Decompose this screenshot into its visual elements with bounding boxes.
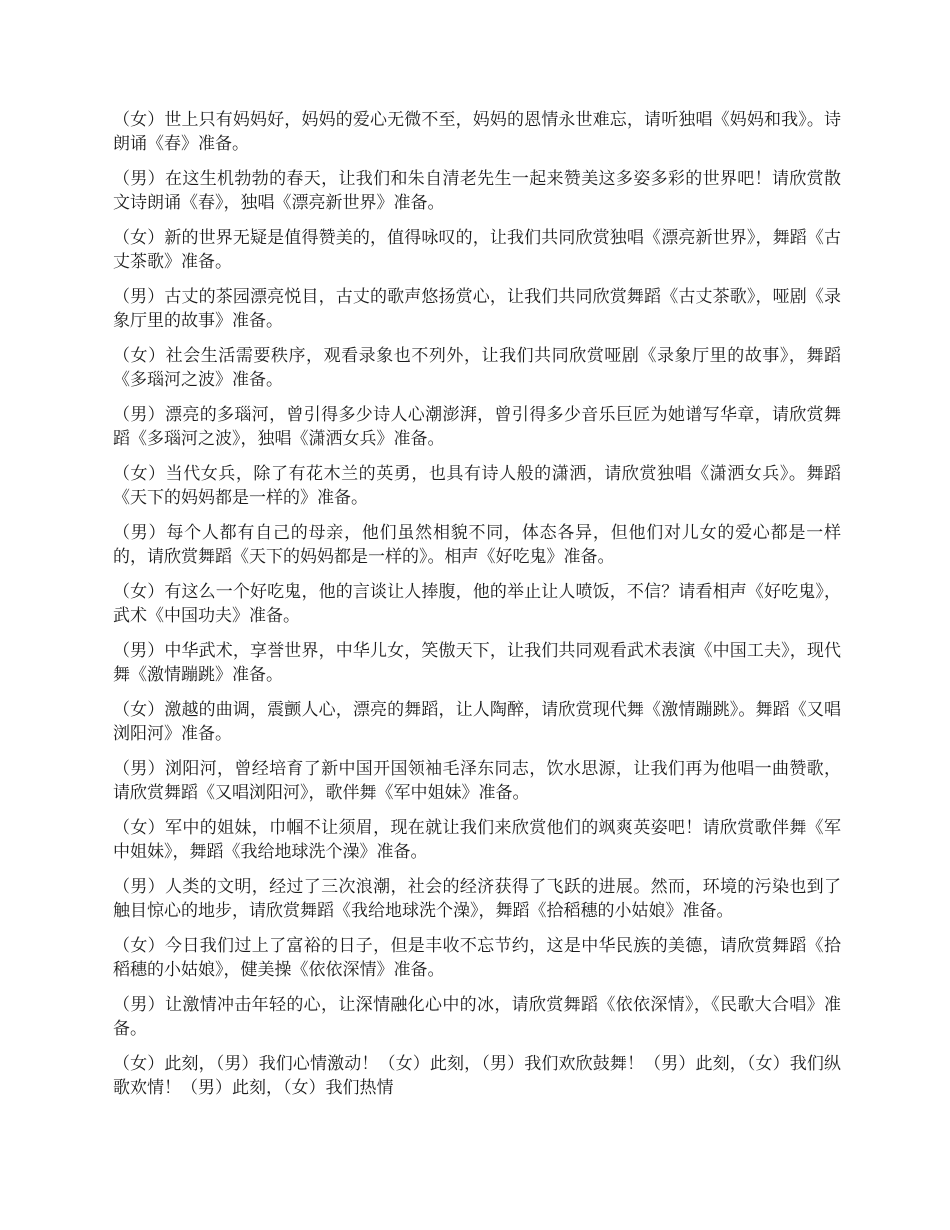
paragraph-6: （男）漂亮的多瑙河，曾引得多少诗人心潮澎湃，曾引得多少音乐巨匠为她谱写华章，请欣赏舞蹈《多瑙河之波》，独唱《潇洒女兵》准备。 <box>113 405 841 449</box>
paragraph-5: （女）社会生活需要秩序，观看录象也不列外，让我们共同欣赏哑剧《录象厅里的故事》，舞蹈《多瑙河之波》准备。 <box>113 346 841 390</box>
paragraph-7: （女）当代女兵，除了有花木兰的英勇，也具有诗人般的潇洒，请欣赏独唱《潇洒女兵》。舞蹈《天下的妈妈都是一样的》准备。 <box>113 464 841 508</box>
paragraph-16: （男）让激情冲击年轻的心，让深情融化心中的冰，请欣赏舞蹈《依依深情》，《民歌大合唱》准备。 <box>113 995 841 1039</box>
paragraph-9: （女）有这么一个好吃鬼，他的言谈让人捧腹，他的举止让人喷饭，不信？请看相声《好吃鬼》，武术《中国功夫》准备。 <box>113 582 841 626</box>
paragraph-4: （男）古丈的茶园漂亮悦目，古丈的歌声悠扬赏心，让我们共同欣赏舞蹈《古丈茶歌》，哑剧《录象厅里的故事》准备。 <box>113 287 841 331</box>
paragraph-17: （女）此刻，（男）我们心情激动！（女）此刻，（男）我们欢欣鼓舞！（男）此刻，（女）我们纵歌欢情！（男）此刻，（女）我们热情 <box>113 1054 841 1098</box>
paragraph-2: （男）在这生机勃勃的春天，让我们和朱自清老先生一起来赞美这多姿多彩的世界吧！请欣赏散文诗朗诵《春》，独唱《漂亮新世界》准备。 <box>113 169 841 213</box>
paragraph-13: （女）军中的姐妹，巾帼不让须眉，现在就让我们来欣赏他们的飒爽英姿吧！请欣赏歌伴舞《军中姐妹》，舞蹈《我给地球洗个澡》准备。 <box>113 818 841 862</box>
paragraph-10: （男）中华武术，享誉世界，中华儿女，笑傲天下，让我们共同观看武术表演《中国工夫》，现代舞《激情蹦跳》准备。 <box>113 641 841 685</box>
paragraph-14: （男）人类的文明，经过了三次浪潮，社会的经济获得了飞跃的进展。然而，环境的污染也到了触目惊心的地步，请欣赏舞蹈《我给地球洗个澡》，舞蹈《拾稻穗的小姑娘》准备。 <box>113 877 841 921</box>
paragraph-15: （女）今日我们过上了富裕的日子，但是丰收不忘节约，这是中华民族的美德，请欣赏舞蹈《拾稻穗的小姑娘》，健美操《依依深情》准备。 <box>113 936 841 980</box>
paragraph-11: （女）激越的曲调，震颤人心，漂亮的舞蹈，让人陶醉，请欣赏现代舞《激情蹦跳》。舞蹈《又唱浏阳河》准备。 <box>113 700 841 744</box>
paragraph-8: （男）每个人都有自己的母亲，他们虽然相貌不同，体态各异，但他们对儿女的爱心都是一样的，请欣赏舞蹈《天下的妈妈都是一样的》。相声《好吃鬼》准备。 <box>113 523 841 567</box>
paragraph-3: （女）新的世界无疑是值得赞美的，值得咏叹的，让我们共同欣赏独唱《漂亮新世界》，舞蹈《古丈茶歌》准备。 <box>113 228 841 272</box>
paragraph-1: （女）世上只有妈妈好，妈妈的爱心无微不至，妈妈的恩情永世难忘，请听独唱《妈妈和我》。诗朗诵《春》准备。 <box>113 110 841 154</box>
paragraph-12: （男）浏阳河，曾经培育了新中国开国领袖毛泽东同志，饮水思源，让我们再为他唱一曲赞歌，请欣赏舞蹈《又唱浏阳河》，歌伴舞《军中姐妹》准备。 <box>113 759 841 803</box>
document-body <box>113 108 841 1111</box>
